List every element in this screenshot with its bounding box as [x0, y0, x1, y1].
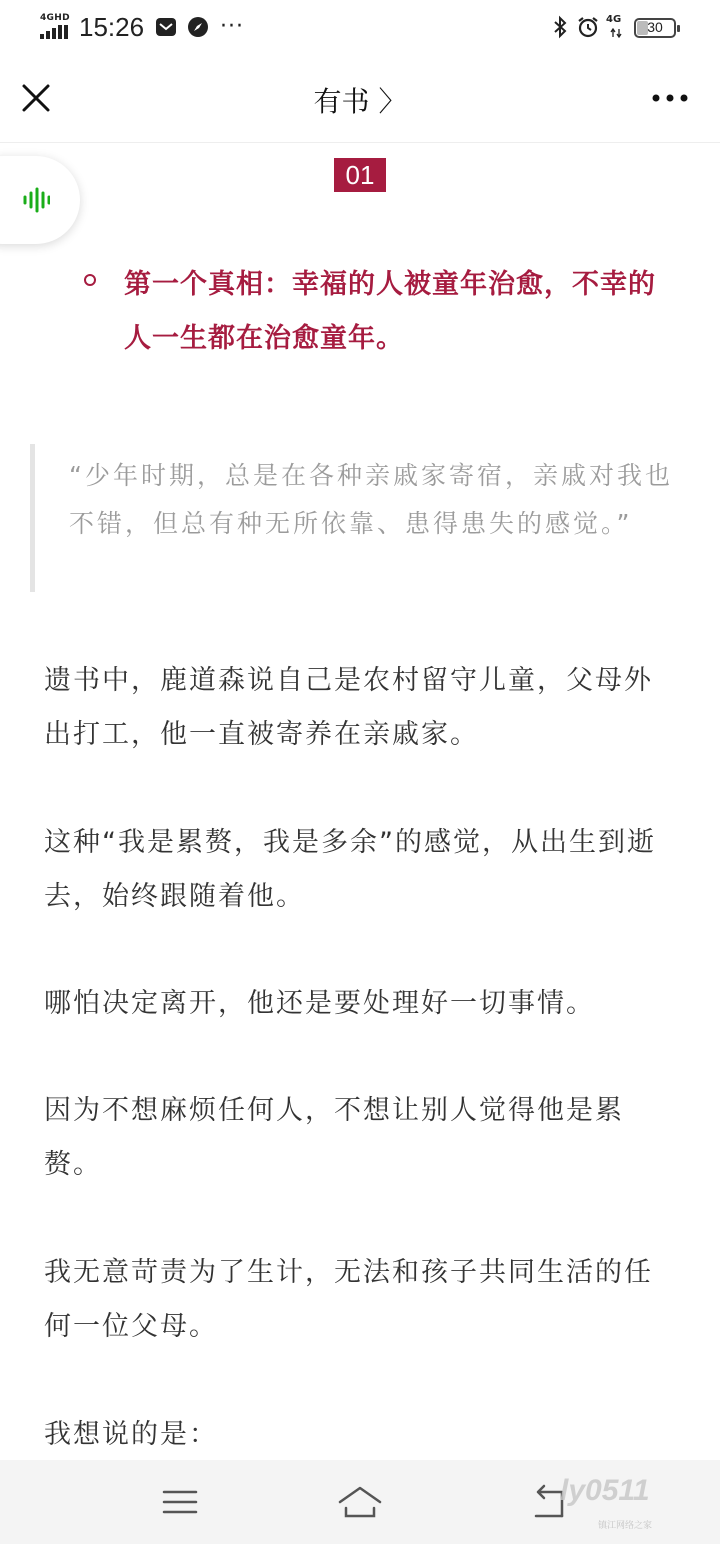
battery-indicator	[634, 18, 676, 38]
status-time: 15:26	[79, 12, 145, 42]
data-arrows-icon	[610, 28, 622, 38]
alarm-icon	[576, 15, 600, 39]
paragraph: 我想说的是：	[44, 1419, 218, 1450]
paragraph: 这种“我是累赘，我是多余”的感觉，从出生到逝去，始终跟随着他。	[44, 827, 656, 912]
account-title-link[interactable]: 有书 〉	[313, 85, 407, 118]
network-type: 4GHD	[40, 13, 70, 23]
floating-audio-button[interactable]	[0, 156, 80, 244]
blockquote	[30, 444, 695, 592]
home-icon[interactable]	[336, 1482, 384, 1522]
watermark-subtitle: 镇江网络之家	[598, 1521, 653, 1531]
paragraph: 我无意苛责为了生计，无法和孩子共同生活的任何一位父母。	[44, 1257, 653, 1342]
mobile-data-label: 4G	[606, 14, 622, 25]
bullet-circle-icon	[84, 274, 96, 286]
audio-wave-icon	[22, 186, 50, 214]
quote-text: “少年时期，总是在各种亲戚家寄宿，亲戚对我也不错，但总有种无所依靠、患得患失的感觉。”	[69, 461, 673, 538]
menu-icon[interactable]	[158, 1482, 202, 1522]
status-bar	[0, 0, 720, 56]
message-app-icon	[154, 15, 178, 39]
nav-bar	[0, 56, 720, 143]
watermark-logo: ly0511	[560, 1474, 650, 1507]
section-headline: 第一个真相：幸福的人被童年治愈，不幸的人一生都在治愈童年。	[124, 269, 656, 354]
compass-app-icon	[186, 15, 210, 39]
paragraph: 哪怕决定离开，他还是要处理好一切事情。	[44, 988, 595, 1019]
signal-icon	[40, 25, 70, 39]
system-nav-bar	[0, 1460, 720, 1544]
more-options-icon[interactable]	[650, 84, 690, 112]
more-notifications-icon: ···	[220, 14, 244, 39]
bluetooth-icon	[548, 15, 572, 39]
paragraph: 遗书中，鹿道森说自己是农村留守儿童，父母外出打工，他一直被寄养在亲戚家。	[44, 665, 653, 750]
battery-percent: 30	[647, 19, 663, 35]
section-number-badge: 01	[334, 158, 386, 192]
paragraph: 因为不想麻烦任何人，不想让别人觉得他是累赘。	[44, 1095, 624, 1180]
